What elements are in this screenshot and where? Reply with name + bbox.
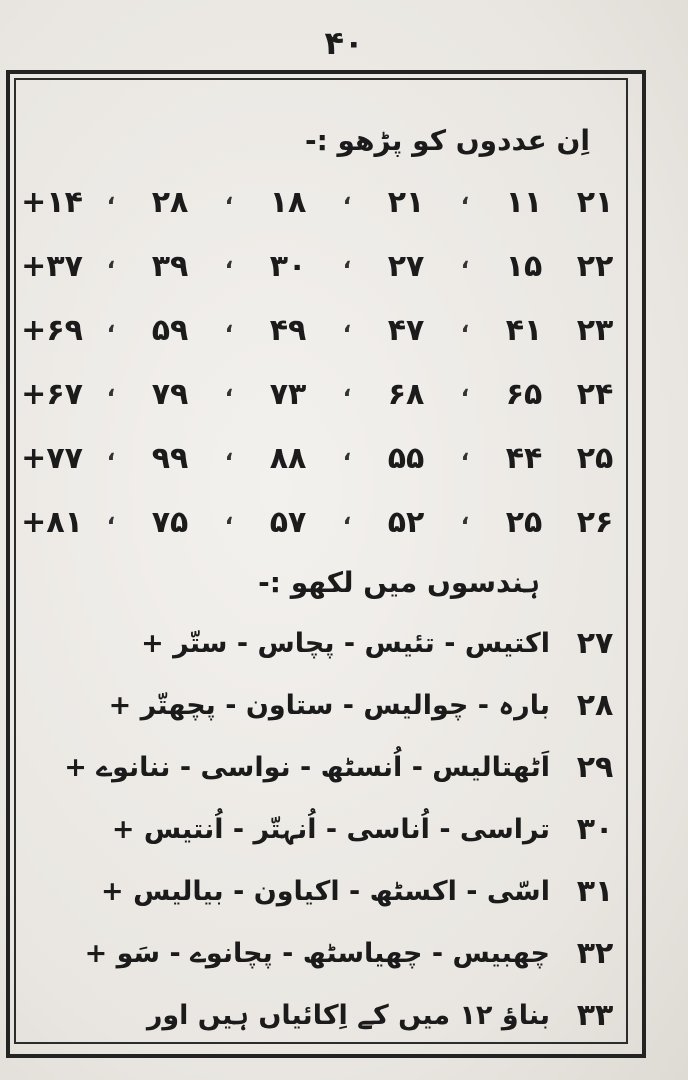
- number-value: ۱۴+: [21, 184, 83, 220]
- number-value: ۵۹: [151, 312, 189, 348]
- number-list: [10, 185, 560, 220]
- number-value: ۷۷+: [21, 440, 83, 476]
- page-number: ۴۰: [324, 24, 364, 62]
- comma-separator: ،: [460, 440, 470, 466]
- page-content: [10, 112, 630, 1046]
- comma-separator: ،: [460, 376, 470, 402]
- number-value: ۵۲: [387, 504, 425, 540]
- comma-separator: ،: [106, 248, 116, 274]
- number-value: ۶۹+: [21, 312, 83, 348]
- number-words: اسّی - اکسٹھ - اکیاون - بیالیس +: [101, 875, 550, 907]
- exercise-number: ۲۵: [576, 440, 614, 476]
- number-value: ۷۵: [151, 504, 189, 540]
- comma-separator: ،: [460, 184, 470, 210]
- comma-separator: ،: [342, 504, 352, 530]
- number-words: اکتیس - تئیس - پچاس - ستّر +: [141, 627, 550, 659]
- number-value: ۳۰: [269, 248, 307, 284]
- comma-separator: ،: [342, 440, 352, 466]
- number-value: ۷۳: [269, 376, 307, 412]
- comma-separator: ،: [224, 376, 234, 402]
- exercise-number: ۲۷: [576, 625, 614, 661]
- exercise-number: ۳۰: [576, 811, 614, 847]
- comma-separator: ،: [460, 504, 470, 530]
- number-value: ۹۹: [151, 440, 189, 476]
- number-value: ۴۹: [269, 312, 307, 348]
- comma-separator: ،: [106, 440, 116, 466]
- exercise-row: [10, 674, 630, 736]
- section-heading-read-numbers: اِن عددوں کو پڑھو :-: [304, 124, 590, 157]
- exercise-row: [10, 612, 630, 674]
- number-value: ۱۸: [269, 184, 307, 220]
- exercise-number: ۲۳: [576, 312, 614, 348]
- number-list: [10, 505, 560, 540]
- number-value: ۶۸: [387, 376, 425, 412]
- number-value: ۷۹: [151, 376, 189, 412]
- exercise-row: [10, 234, 630, 298]
- comma-separator: ،: [224, 504, 234, 530]
- exercise-number: ۲۴: [576, 376, 614, 412]
- comma-separator: ،: [342, 312, 352, 338]
- number-exercise-list: [10, 170, 630, 554]
- number-value: ۶۷+: [21, 376, 83, 412]
- exercise-row: [10, 426, 630, 490]
- number-value: ۵۷: [269, 504, 307, 540]
- number-value: ۴۷: [387, 312, 425, 348]
- comma-separator: ،: [460, 312, 470, 338]
- number-value: ۲۷: [387, 248, 425, 284]
- comma-separator: ،: [460, 248, 470, 274]
- word-exercise-list: [10, 612, 630, 1046]
- exercise-row: [10, 860, 630, 922]
- exercise-number: ۲۶: [576, 504, 614, 540]
- comma-separator: ،: [106, 312, 116, 338]
- comma-separator: ،: [106, 376, 116, 402]
- exercise-row: [10, 922, 630, 984]
- comma-separator: ،: [224, 312, 234, 338]
- comma-separator: ،: [342, 184, 352, 210]
- number-words: بارہ - چوالیس - ستاون - پچھتّر +: [108, 689, 550, 721]
- number-list: [10, 249, 560, 284]
- comma-separator: ،: [342, 376, 352, 402]
- number-words: بناؤ ۱۲ میں کے اِکائیاں ہیں اور: [146, 999, 550, 1031]
- exercise-row: [10, 984, 630, 1046]
- number-list: [10, 441, 560, 476]
- exercise-row: [10, 736, 630, 798]
- exercise-number: ۲۸: [576, 687, 614, 723]
- number-value: ۲۱: [387, 184, 425, 220]
- number-words: چھبیس - چھیاسٹھ - پچانوے - سَو +: [84, 937, 550, 969]
- comma-separator: ،: [342, 248, 352, 274]
- number-value: ۵۵: [387, 440, 425, 476]
- exercise-number: ۳۱: [576, 873, 614, 909]
- number-value: ۲۵: [505, 504, 543, 540]
- comma-separator: ،: [224, 184, 234, 210]
- comma-separator: ،: [106, 504, 116, 530]
- exercise-number: ۳۳: [576, 997, 614, 1033]
- comma-separator: ،: [224, 248, 234, 274]
- number-value: ۸۸: [269, 440, 307, 476]
- number-value: ۴۱: [505, 312, 543, 348]
- number-list: [10, 377, 560, 412]
- exercise-row: [10, 798, 630, 860]
- exercise-row: [10, 298, 630, 362]
- comma-separator: ،: [106, 184, 116, 210]
- exercise-row: [10, 170, 630, 234]
- exercise-number: ۲۲: [576, 248, 614, 284]
- section-heading-write-digits: ہندسوں میں لکھو :-: [258, 566, 540, 599]
- number-value: ۴۴: [505, 440, 543, 476]
- number-words: تراسی - اُناسی - اُنہتّر - اُنتیس +: [111, 813, 550, 845]
- number-words: اَٹھتالیس - اُنسٹھ - نواسی - ننانوے +: [64, 751, 550, 783]
- number-value: ۳۹: [151, 248, 189, 284]
- exercise-number: ۲۱: [576, 184, 614, 220]
- number-value: ۱۱: [505, 184, 543, 220]
- number-value: ۶۵: [505, 376, 543, 412]
- exercise-row: [10, 362, 630, 426]
- exercise-number: ۲۹: [576, 749, 614, 785]
- number-value: ۱۵: [505, 248, 543, 284]
- number-value: ۳۷+: [21, 248, 83, 284]
- number-list: [10, 313, 560, 348]
- number-value: ۲۸: [151, 184, 189, 220]
- exercise-number: ۳۲: [576, 935, 614, 971]
- comma-separator: ،: [224, 440, 234, 466]
- exercise-row: [10, 490, 630, 554]
- number-value: ۸۱+: [21, 504, 83, 540]
